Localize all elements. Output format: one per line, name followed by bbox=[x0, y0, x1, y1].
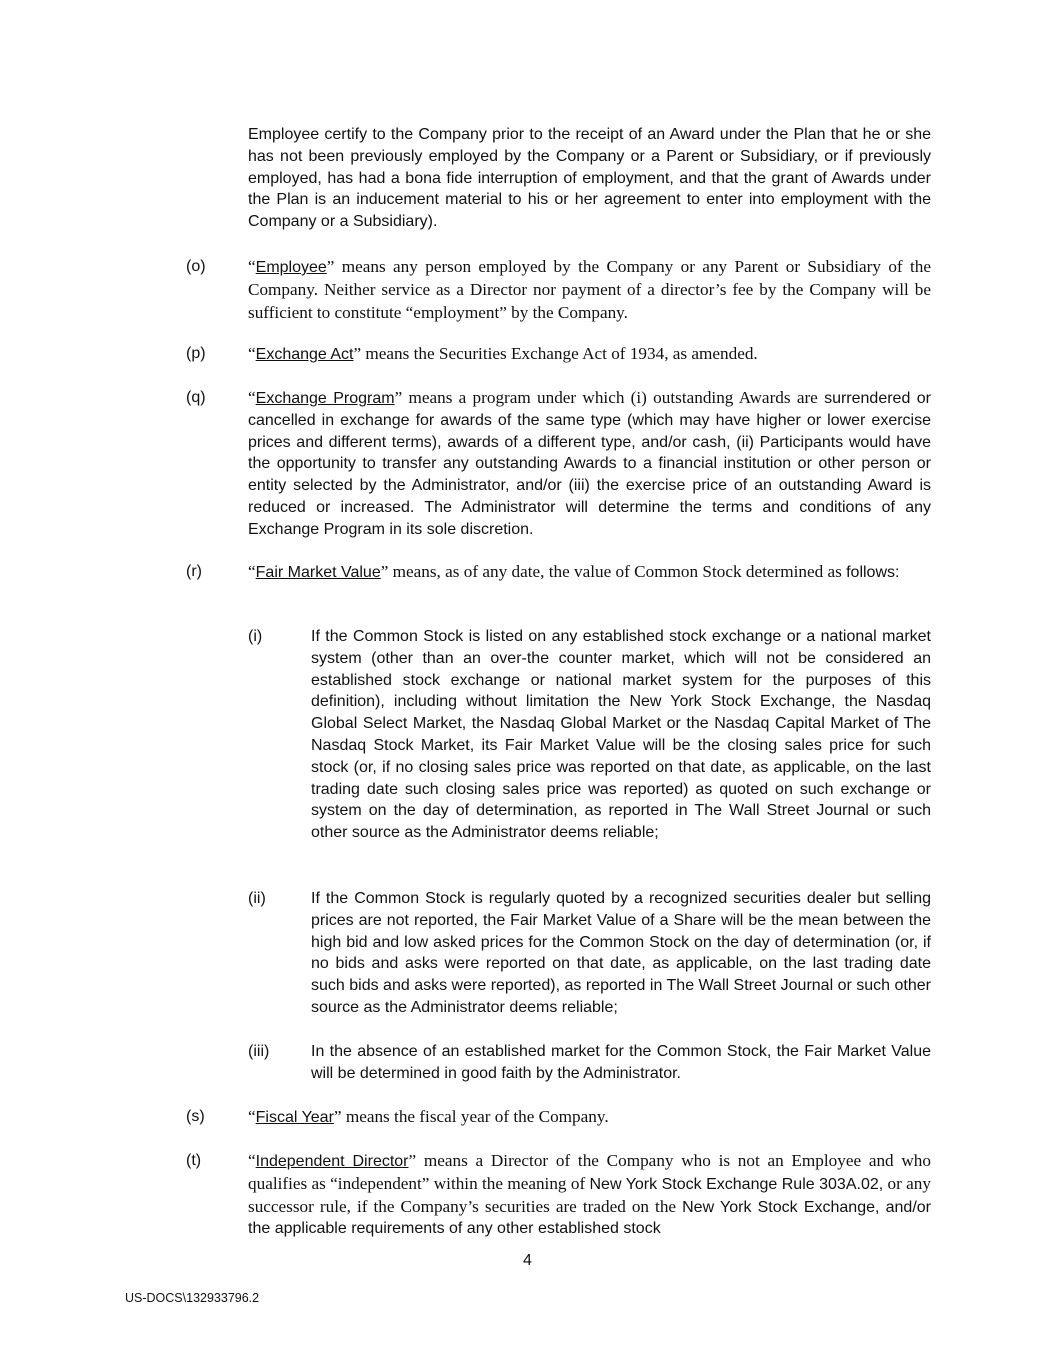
definition-label-s: (s) bbox=[186, 1108, 205, 1125]
term-exchange-act: Exchange Act bbox=[255, 346, 354, 363]
open-quote: “ bbox=[248, 257, 256, 276]
open-quote: “ bbox=[248, 1151, 256, 1170]
definition-exchange-program-text-b: surrendered or cancelled in exchange for awards of the same type (which may have higher or lower exercise prices and different terms), awards of a different type, and/or cash, (ii) Participants would have the opportunity to transfer any outstanding Awards to a financial institution or other person or entity selected by the Administrator, and/or (iii) the exercise price of an outstanding Award is reduced or increased. The Administrator will determine the terms and conditions of any Exchange Program in its sole discretion. bbox=[248, 390, 931, 538]
definition-employee-text-b: the Company. Neither service as a Director nor payment of a director’s fee by the Company will be sufficient to constitute “employment” by the Company. bbox=[248, 257, 931, 322]
open-quote: “ bbox=[248, 562, 256, 581]
sub-item-no-market: In the absence of an established market for the Common Stock, the Fair Market Value will be determined in good faith by the Administrator. bbox=[311, 1043, 931, 1082]
term-employee: Employee bbox=[255, 259, 327, 276]
term-fiscal-year: Fiscal Year bbox=[255, 1109, 334, 1126]
definition-exchange-act bbox=[248, 343, 931, 366]
definition-fmv-text-b: follows: bbox=[846, 564, 900, 581]
definition-label-q: (q) bbox=[186, 389, 206, 406]
definition-ind-director-text-d: New York Stock Exchange, and/or the applicable requirements of any other established stock bbox=[248, 1198, 932, 1238]
definition-label-t: (t) bbox=[186, 1152, 202, 1169]
definition-ind-director-text-a: ” means a Director of the Company who is not an Employee and who qualifies as “independent” within the meaning of bbox=[248, 1151, 931, 1193]
document-id: US-DOCS\132933796.2 bbox=[125, 1291, 260, 1305]
definition-label-o: (o) bbox=[186, 258, 206, 275]
definition-exchange-act-text: ” means the Securities Exchange Act of 1934, as amended. bbox=[353, 344, 758, 363]
term-independent-director: Independent Director bbox=[255, 1153, 409, 1170]
definition-independent-director bbox=[248, 1150, 931, 1240]
continuation-paragraph: Employee certify to the Company prior to the receipt of an Award under the Plan that he or she has not been previously employed by the Company or a Parent or Subsidiary, or if previously employed, has had a bona fide interruption of employment, and that the grant of Awards under the Plan is an inducement material to his or her agreement to enter into employment with the Company or a Subsidiary). bbox=[248, 126, 931, 231]
term-exchange-program: Exchange Program bbox=[255, 390, 395, 407]
definition-exchange-program bbox=[248, 387, 931, 541]
definition-ind-director-text-b: New York Stock Exchange Rule 303A.02, bbox=[589, 1175, 884, 1193]
definition-fair-market-value bbox=[248, 561, 931, 584]
sub-item-label-i: (i) bbox=[248, 628, 263, 645]
definition-employee bbox=[248, 256, 931, 324]
sub-item-listed-exchange: If the Common Stock is listed on any established stock exchange or a national market system (other than an over-the counter market, which will not be considered an established stock exchange or national market system for the purposes of this definition), including without limitation the New York Stock Exchange, the Nasdaq Global Select Market, the Nasdaq Global Market or the Nasdaq Capital Market of The Nasdaq Stock Market, its Fair Market Value will be the closing sales price for such stock (or, if no closing sales price was reported on that date, as applicable, on the last trading date such closing sales price was reported) as quoted on such exchange or system on the day of determination, as reported in The Wall Street Journal or such other source as the Administrator deems reliable; bbox=[311, 628, 931, 842]
open-quote: “ bbox=[248, 344, 256, 363]
definition-fmv-text-a: ” means, as of any date, the value of Common Stock determined as bbox=[380, 562, 847, 581]
sub-item-label-ii: (ii) bbox=[248, 890, 266, 907]
page-number: 4 bbox=[523, 1252, 532, 1269]
definition-fiscal-year-text: ” means the fiscal year of the Company. bbox=[333, 1107, 609, 1126]
definition-exchange-program-text-a: ” means a program under which (i) outstanding Awards are bbox=[394, 388, 825, 407]
definition-label-p: (p) bbox=[186, 345, 206, 362]
open-quote: “ bbox=[248, 388, 256, 407]
open-quote: “ bbox=[248, 1107, 256, 1126]
definition-ind-director-text-c: or any successor rule, if the Company’s securities are traded on the bbox=[248, 1173, 931, 1216]
definition-label-r: (r) bbox=[186, 563, 202, 580]
term-fair-market-value: Fair Market Value bbox=[255, 564, 381, 581]
sub-item-label-iii: (iii) bbox=[248, 1043, 270, 1060]
definition-fiscal-year bbox=[248, 1106, 931, 1129]
sub-item-dealer-quoted: If the Common Stock is regularly quoted by a recognized securities dealer but selling prices are not reported, the Fair Market Value of a Share will be the mean between the high bid and low asked prices for the Common Stock on the day of determination (or, if no bids and asks were reported on that date, as applicable, on the last trading date such bids and asks were reported), as reported in The Wall Street Journal or such other source as the Administrator deems reliable; bbox=[311, 890, 931, 1016]
definition-employee-text-a: ” means any person employed by the Company or any Parent or Subsidiary of bbox=[326, 257, 910, 276]
